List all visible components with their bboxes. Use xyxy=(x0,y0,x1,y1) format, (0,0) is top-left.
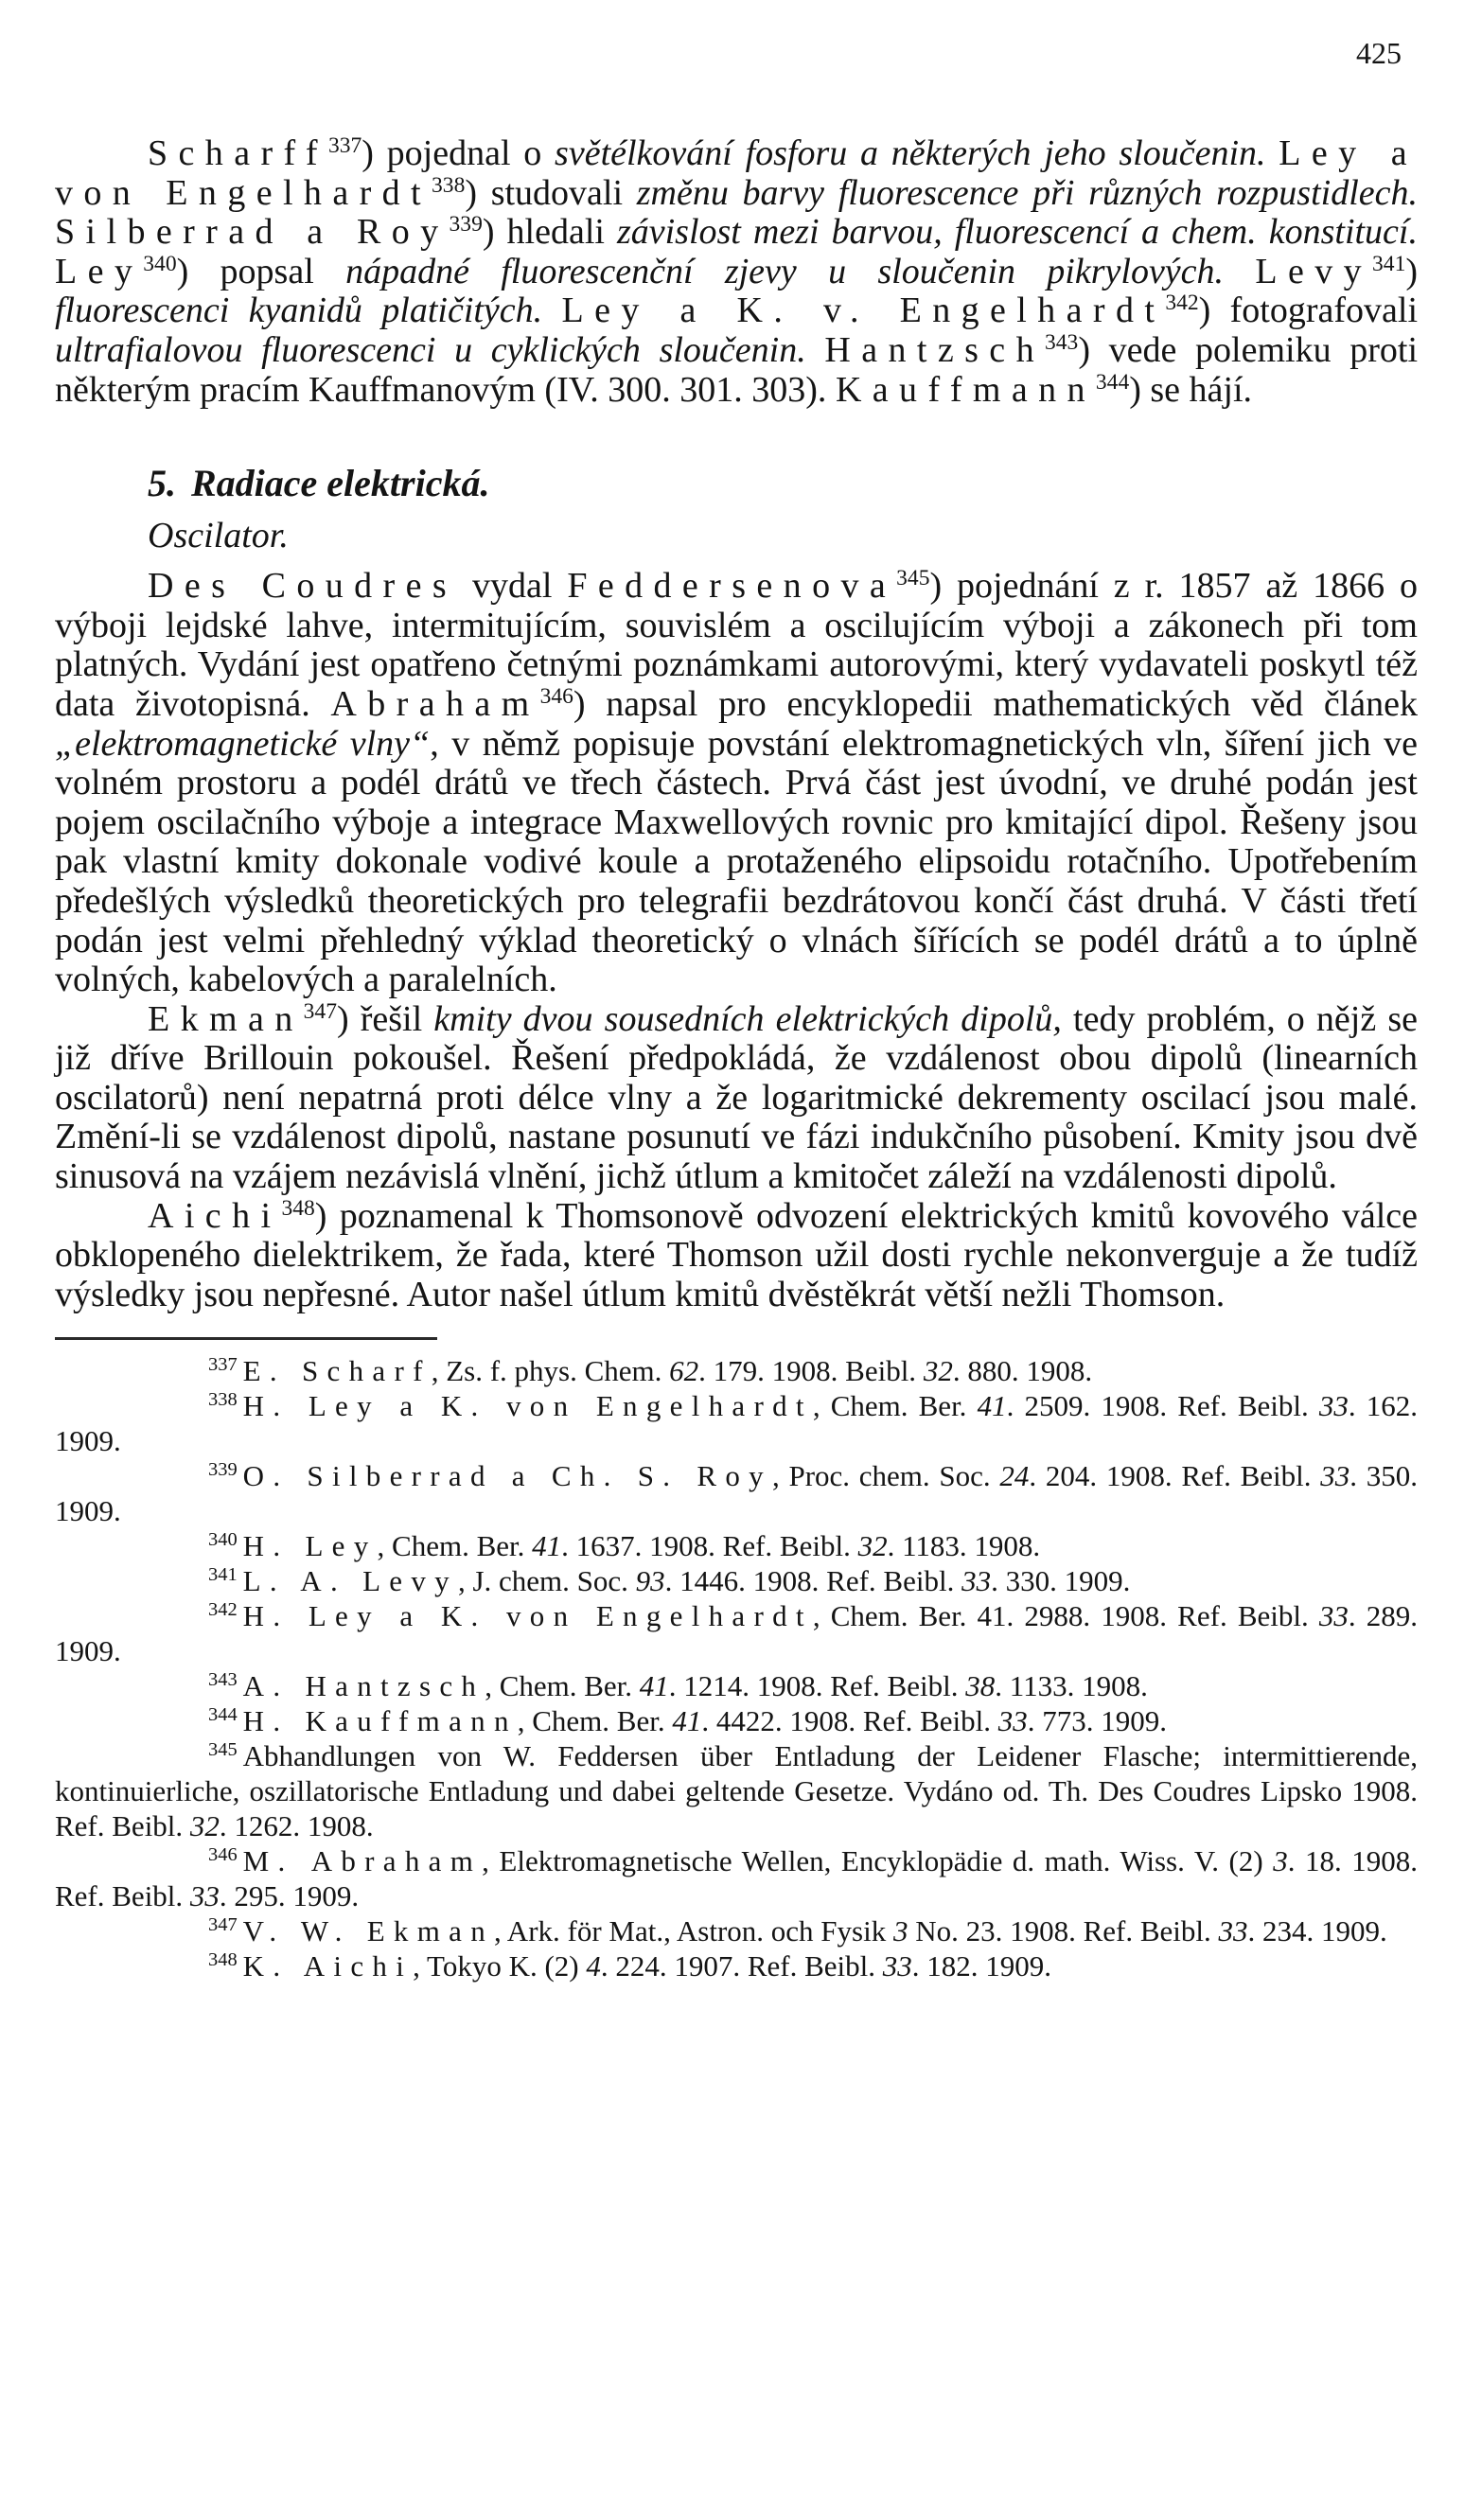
footnote-author: V. W. Ekman xyxy=(242,1914,495,1948)
text xyxy=(1224,252,1255,291)
footnote-number: 338 xyxy=(208,1389,238,1411)
footnote-ref: 343 xyxy=(1044,330,1079,356)
footnote-volume: 33 xyxy=(1318,1389,1349,1423)
footnotes xyxy=(55,1353,1418,1983)
footnote-volume: 33 xyxy=(189,1879,220,1913)
footnote-author: H. Ley a K. von Engelhardt xyxy=(242,1599,813,1633)
work-title: závislost mezi barvou, fluorescencí a chem. konstitucí. xyxy=(616,212,1418,253)
footnote-text: . 2509. 1908. Ref. Beibl. xyxy=(1006,1389,1319,1423)
work-title: „elektromagnetické vlny“ xyxy=(55,723,431,764)
footnote-text: , Chem. Ber. 41. 2988. 1908. Ref. Beibl. xyxy=(812,1599,1319,1633)
text: ) hledali xyxy=(482,212,617,253)
footnote-volume: 33 xyxy=(1318,1599,1349,1633)
text: , v němž popisuje povstání elektromagnetických vln, šíření jich ve volném prostoru a podél drátů ve třech částech. Prvá část jest úvodní, ve druhé podán jest pojem oscilačního výboje a integrace Maxwellových rovnic pro kmitající dipol. Řešeny jsou pak vlastní kmity dokonale vodivé koule a protaženého elipsoidu rotačního. Upotřebením předešlých výsledků theoretických pro telegrafii bezdrátovou končí část druhá. V části třetí podán jest velmi přehledný výklad theoretický o vlnách šířících se podél drátů a to úplně volných, kabelových a paralelních. xyxy=(55,723,1418,1000)
footnote xyxy=(55,1598,1418,1668)
page-body xyxy=(55,134,1418,1983)
section-number: 5. xyxy=(148,462,176,505)
footnote xyxy=(55,1948,1418,1983)
footnote-volume: 33 xyxy=(961,1564,992,1598)
footnote xyxy=(55,1913,1418,1948)
paragraph-des-coudres-abraham xyxy=(55,567,1418,1000)
footnote-volume: 3 xyxy=(1273,1844,1288,1878)
footnote-text: . 1183. 1908. xyxy=(887,1529,1041,1563)
author-name: Ley a von Engelhardt xyxy=(55,133,1418,213)
text: ) popsal xyxy=(176,251,346,291)
footnote-text: . 289. 1909. xyxy=(55,1599,1418,1668)
footnote-volume: 3 xyxy=(892,1914,908,1948)
text: ) řešil xyxy=(336,998,434,1039)
author-name: Feddersenova xyxy=(567,566,897,607)
footnote xyxy=(55,1703,1418,1738)
text: ) studovali xyxy=(465,172,637,213)
text xyxy=(806,330,825,370)
author-name: Aichi xyxy=(148,1195,282,1236)
text: ) pojednání z r. 1857 až 1866 o výboji lejdské lahve, intermitujícím, souvislém a oscilujícím výboji a zákonech při tom platných. Vydání jest opatřeno četnými poznámkami autorovými, který vydavateli poskytl též data životopisná. xyxy=(55,566,1418,724)
text: tedy problém, o nějž se již dříve Brillouin pokoušel. Řešení předpokládá, že vzdálenost obou dipolů (linearních oscilatorů) není nepatrná proti délce vlny a že logaritmické dekrementy oscilací jsou malé. Změní-li se vzdálenost dipolů, nastane posunutí ve fázi indukčního působení. Kmity jsou dvě sinusová na vzájem nezávislá vlnění, jichž útlum a kmitočet záleží na vzdálenosti dipolů. xyxy=(55,998,1418,1197)
footnote-volume: 33 xyxy=(1320,1459,1350,1493)
author-name: Levy xyxy=(1255,251,1373,291)
author-name: Hantzsch xyxy=(824,329,1045,370)
work-title: kmity dvou sousedních elektrických dipolů, xyxy=(433,998,1062,1039)
text: ) pojednal o xyxy=(362,133,556,173)
author-name: Ekman xyxy=(148,998,304,1039)
footnote-text: . 204. 1908. Ref. Beibl. xyxy=(1029,1459,1321,1493)
footnote-text: . 1133. 1908. xyxy=(995,1669,1148,1703)
work-title: fluorescenci kyanidů platičitých. xyxy=(55,291,543,331)
footnote-volume: 38 xyxy=(965,1669,996,1703)
author-name: Abraham xyxy=(330,683,540,724)
footnote-text: , Elektromagnetische Wellen, Encyklopädie d. math. Wiss. V. (2) xyxy=(482,1844,1274,1878)
footnote-ref: 348 xyxy=(281,1195,315,1221)
footnote xyxy=(55,1458,1418,1528)
footnote-text: No. 23. 1908. Ref. Beibl. xyxy=(908,1914,1219,1948)
footnote-text: . 1446. 1908. Ref. Beibl. xyxy=(664,1564,962,1598)
footnote-ref: 345 xyxy=(896,566,930,591)
footnote-volume: 33 xyxy=(997,1704,1028,1738)
footnote xyxy=(55,1738,1418,1843)
footnote-volume: 93 xyxy=(635,1564,665,1598)
footnote-number: 347 xyxy=(208,1914,238,1936)
footnote-volume: 62 xyxy=(669,1354,699,1388)
footnote-volume: 32 xyxy=(189,1809,220,1843)
footnote-number: 344 xyxy=(208,1704,238,1726)
footnote-text: . 182. 1909. xyxy=(911,1949,1052,1983)
paragraph-aichi xyxy=(55,1197,1418,1315)
section-heading xyxy=(148,459,1418,508)
paragraph-fluorescence xyxy=(55,134,1418,410)
paragraph-ekman xyxy=(55,1000,1418,1197)
text xyxy=(1266,133,1279,173)
author-name: Des Coudres xyxy=(148,566,458,607)
text: ) poznamenal k Thomsonově odvození elektrických kmitů kovového válce obklopeného dielektrikem, že řada, které Thomson užil dosti rychle nekonverguje a že tudíž výsledky jsou nepřesné. Autor našel útlum kmitů dvěstěkrát větší nežli Thomson. xyxy=(55,1195,1418,1314)
footnote xyxy=(55,1668,1418,1703)
work-title: světélkování fosforu a některých jeho sloučenin. xyxy=(555,133,1266,173)
text: ) fotografovali xyxy=(1198,291,1419,331)
footnote-number: 348 xyxy=(208,1949,238,1971)
footnote-volume: 33 xyxy=(1218,1914,1248,1948)
footnote-number: 345 xyxy=(208,1739,238,1761)
author-name: Silberrad a Roy xyxy=(55,212,450,253)
footnote-ref: 338 xyxy=(432,172,466,198)
section-title: Radiace elektrická. xyxy=(191,462,490,505)
text: ) xyxy=(1405,251,1419,291)
footnote-text: . 773. 1909. xyxy=(1027,1704,1168,1738)
footnote-text: . 1262. 1908. xyxy=(219,1809,374,1843)
footnote-number: 340 xyxy=(208,1529,238,1551)
footnote-text: Abhandlungen von W. Feddersen über Entladung der Leidener Flasche; intermittierende, kontinuierliche, oszillatorische Entladung und dabei geltende Gesetze. Vydáno od. Th. Des Coudres Lipsko 1908. Ref. Beibl. xyxy=(55,1739,1418,1843)
footnote-text: . 330. 1909. xyxy=(991,1564,1131,1598)
footnote-number: 339 xyxy=(208,1459,238,1481)
subsection-heading: Oscilator. xyxy=(148,516,289,556)
footnote-ref: 337 xyxy=(327,133,362,159)
footnote xyxy=(55,1843,1418,1913)
text: ) vede polemiku proti některým pracím Kauffmanovým (IV. 300. 301. 303). xyxy=(55,329,1418,410)
footnote-text: . 4422. 1908. Ref. Beibl. xyxy=(701,1704,998,1738)
footnote-author: M. Abraham xyxy=(242,1844,483,1878)
work-title: nápadné fluorescenční zjevy u sloučenin pikrylových. xyxy=(345,251,1225,291)
footnote-ref: 340 xyxy=(143,251,177,276)
footnote-volume: 24 xyxy=(999,1459,1030,1493)
footnote-text: , Proc. chem. Soc. xyxy=(771,1459,1000,1493)
footnote-text: , Chem. Ber. xyxy=(485,1669,640,1703)
footnote-text: . 179. 1908. Beibl. xyxy=(698,1354,924,1388)
footnote-author: A. Hantzsch xyxy=(242,1669,485,1703)
footnote-volume: 4 xyxy=(586,1949,601,1983)
footnote-volume: 41 xyxy=(639,1669,669,1703)
footnote-text: . 162. 1909. xyxy=(55,1389,1419,1458)
footnote-text: . 295. 1909. xyxy=(219,1879,360,1913)
footnote-volume: 32 xyxy=(857,1529,888,1563)
author-name: Kauffmann xyxy=(835,369,1096,410)
footnote-text: , J. chem. Soc. xyxy=(457,1564,636,1598)
footnote-ref: 341 xyxy=(1372,251,1406,276)
footnote-text: , Tokyo K. (2) xyxy=(413,1949,587,1983)
footnote-text: . 234. 1909. xyxy=(1247,1914,1387,1948)
footnote-number: 346 xyxy=(208,1844,238,1866)
footnote-ref: 342 xyxy=(1165,291,1199,316)
text xyxy=(542,291,561,330)
footnote-author: E. Scharf xyxy=(242,1354,432,1388)
footnote xyxy=(55,1388,1418,1458)
footnote-text: , Ark. för Mat., Astron. och Fysik xyxy=(494,1914,893,1948)
footnote-text: . 880. 1908. xyxy=(952,1354,1093,1388)
author-name: Scharff xyxy=(148,133,328,173)
footnote-number: 337 xyxy=(208,1354,238,1376)
footnote-author: L. A. Levy xyxy=(242,1564,458,1598)
author-name: Ley a K. v. Engelhardt xyxy=(561,291,1166,331)
footnote-volume: 41 xyxy=(672,1704,702,1738)
footnote-text: , Chem. Ber. xyxy=(517,1704,673,1738)
footnote-text: . 224. 1907. Ref. Beibl. xyxy=(600,1949,883,1983)
footnote-author: O. Silberrad a Ch. S. Roy xyxy=(242,1459,772,1493)
text: ) se hájí. xyxy=(1129,369,1253,410)
footnote-text: , Chem. Ber. xyxy=(812,1389,978,1423)
page-number: 425 xyxy=(1356,36,1402,70)
footnote-author: H. Kauffmann xyxy=(242,1704,518,1738)
footnote-text: . 350. 1909. xyxy=(55,1459,1419,1528)
footnote-text: , Chem. Ber. xyxy=(377,1529,533,1563)
footnote-volume: 33 xyxy=(882,1949,912,1983)
footnote-author: H. Ley xyxy=(242,1529,378,1563)
footnote-ref: 344 xyxy=(1095,369,1130,395)
work-title: ultrafialovou fluorescenci u cyklických sloučenin. xyxy=(55,329,806,370)
text: vydal xyxy=(457,566,568,607)
text: ) napsal pro encyklopedii mathematických věd článek xyxy=(573,683,1418,724)
footnote xyxy=(55,1353,1418,1388)
footnote-text: . 1637. 1908. Ref. Beibl. xyxy=(561,1529,858,1563)
footnote-text: , Zs. f. phys. Chem. xyxy=(431,1354,670,1388)
footnote-volume: 41 xyxy=(532,1529,562,1563)
footnote-number: 341 xyxy=(208,1564,238,1586)
footnote-text: . 18. 1908. Ref. Beibl. xyxy=(55,1844,1419,1913)
footnote-ref: 347 xyxy=(303,998,337,1024)
footnote-volume: 41 xyxy=(977,1389,1007,1423)
footnote-divider xyxy=(55,1337,437,1340)
footnote-author: K. Aichi xyxy=(242,1949,414,1983)
footnote xyxy=(55,1528,1418,1563)
footnote-number: 342 xyxy=(208,1599,238,1621)
footnote-text: . 1214. 1908. Ref. Beibl. xyxy=(668,1669,966,1703)
footnote-author: H. Ley a K. von Engelhardt xyxy=(242,1389,813,1423)
author-name: Ley xyxy=(55,251,144,291)
footnote xyxy=(55,1563,1418,1598)
footnote-volume: 32 xyxy=(923,1354,953,1388)
footnote-ref: 346 xyxy=(539,683,573,709)
footnote-ref: 339 xyxy=(449,212,483,238)
work-title: změnu barvy fluorescence při různých rozpustidlech. xyxy=(636,172,1418,213)
footnote-number: 343 xyxy=(208,1669,238,1691)
